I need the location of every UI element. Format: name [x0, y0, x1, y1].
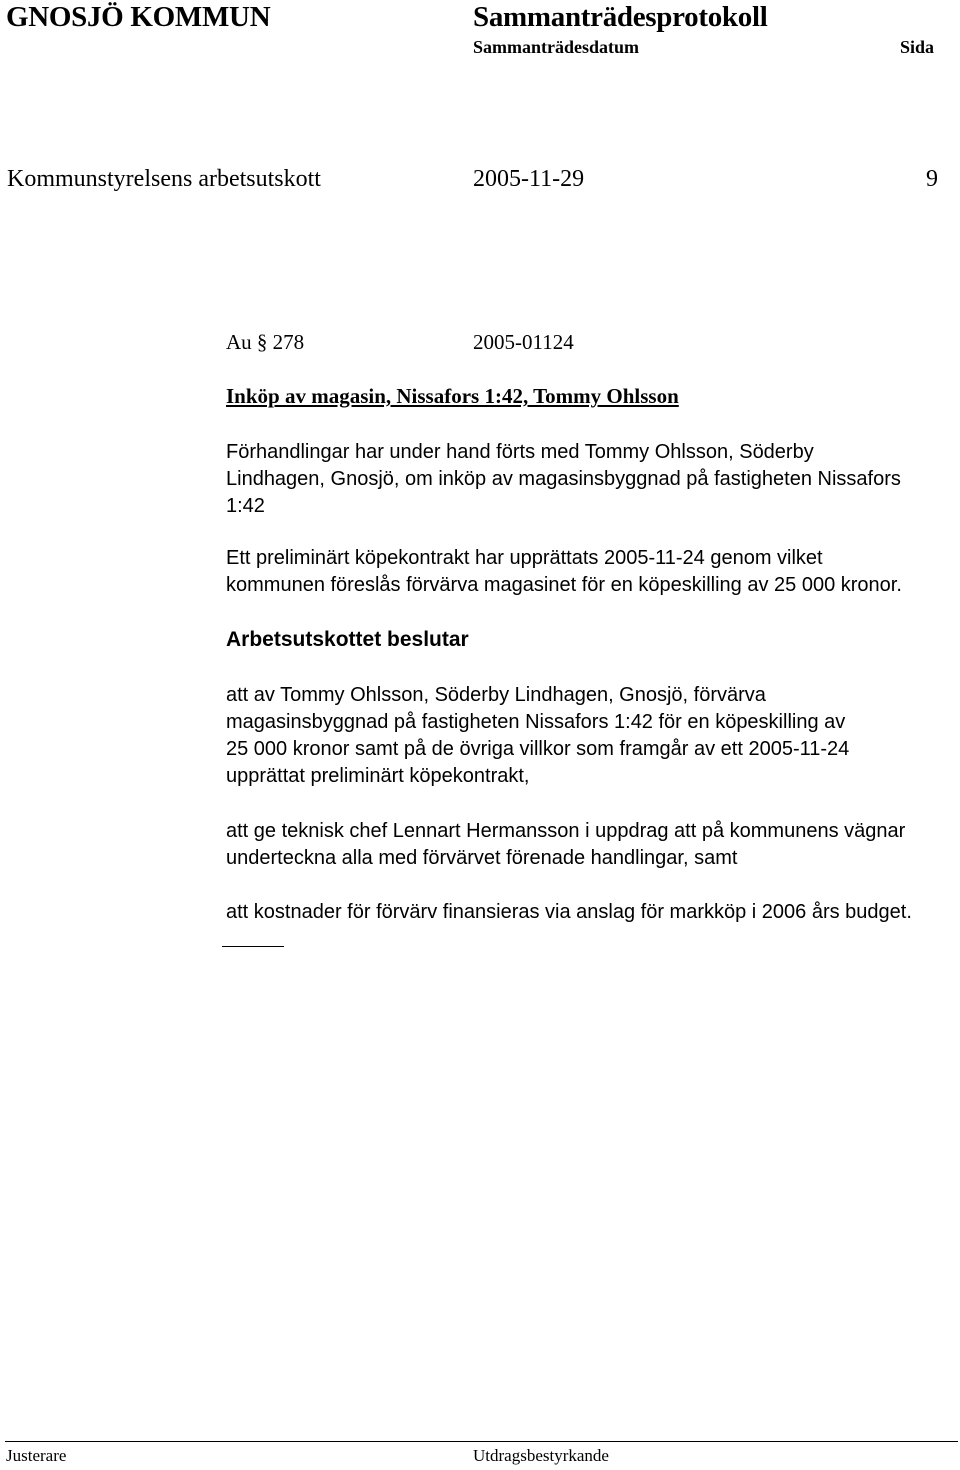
footer-certification-label: Utdragsbestyrkande	[473, 1446, 609, 1465]
decision-clause-3	[226, 899, 946, 926]
meeting-date-label: Sammanträdesdatum	[473, 37, 640, 57]
decision-clause-1	[226, 682, 946, 790]
background-paragraph-2	[226, 545, 946, 599]
organization-name: GNOSJÖ KOMMUN	[6, 1, 271, 33]
paragraph-line: att ge teknisk chef Lennart Hermansson i uppdrag att på kommunens vägnar	[226, 820, 906, 842]
decision-clause-2	[226, 818, 946, 872]
paragraph-line: Lindhagen, Gnosjö, om inköp av magasinsbyggnad på fastigheten Nissafors	[226, 468, 901, 490]
paragraph-line: att kostnader för förvärv finansieras via anslag för markköp i 2006 års budget.	[226, 901, 912, 923]
paragraph-line: upprättat preliminärt köpekontrakt,	[226, 765, 530, 787]
paragraph-line: underteckna alla med förvärvet förenade handlingar, samt	[226, 847, 738, 869]
footer-divider	[5, 1441, 958, 1442]
case-number: 2005-01124	[473, 330, 574, 354]
item-title: Inköp av magasin, Nissafors 1:42, Tommy Ohlsson	[226, 384, 679, 408]
paragraph-line: Ett preliminärt köpekontrakt har upprättats 2005-11-24 genom vilket	[226, 547, 823, 569]
paragraph-line: 1:42	[226, 495, 265, 517]
paragraph-line: magasinsbyggnad på fastigheten Nissafors 1:42 för en köpeskilling av	[226, 711, 846, 733]
end-of-item-divider	[222, 946, 284, 947]
page-label: Sida	[900, 37, 935, 57]
page-number: 9	[926, 166, 938, 192]
footer-signatory-label: Justerare	[6, 1446, 67, 1465]
document-type: Sammanträdesprotokoll	[473, 1, 768, 33]
paragraph-line: Förhandlingar har under hand förts med Tommy Ohlsson, Söderby	[226, 441, 814, 463]
meeting-date: 2005-11-29	[473, 166, 585, 192]
section-number: Au § 278	[226, 330, 305, 354]
background-paragraph-1	[226, 439, 946, 520]
committee-name: Kommunstyrelsens arbetsutskott	[7, 166, 321, 192]
decision-heading: Arbetsutskottet beslutar	[226, 628, 469, 651]
paragraph-line: att av Tommy Ohlsson, Söderby Lindhagen, Gnosjö, förvärva	[226, 684, 766, 706]
paragraph-line: 25 000 kronor samt på de övriga villkor som framgår av ett 2005-11-24	[226, 738, 850, 760]
paragraph-line: kommunen föreslås förvärva magasinet för en köpeskilling av 25 000 kronor.	[226, 574, 902, 596]
